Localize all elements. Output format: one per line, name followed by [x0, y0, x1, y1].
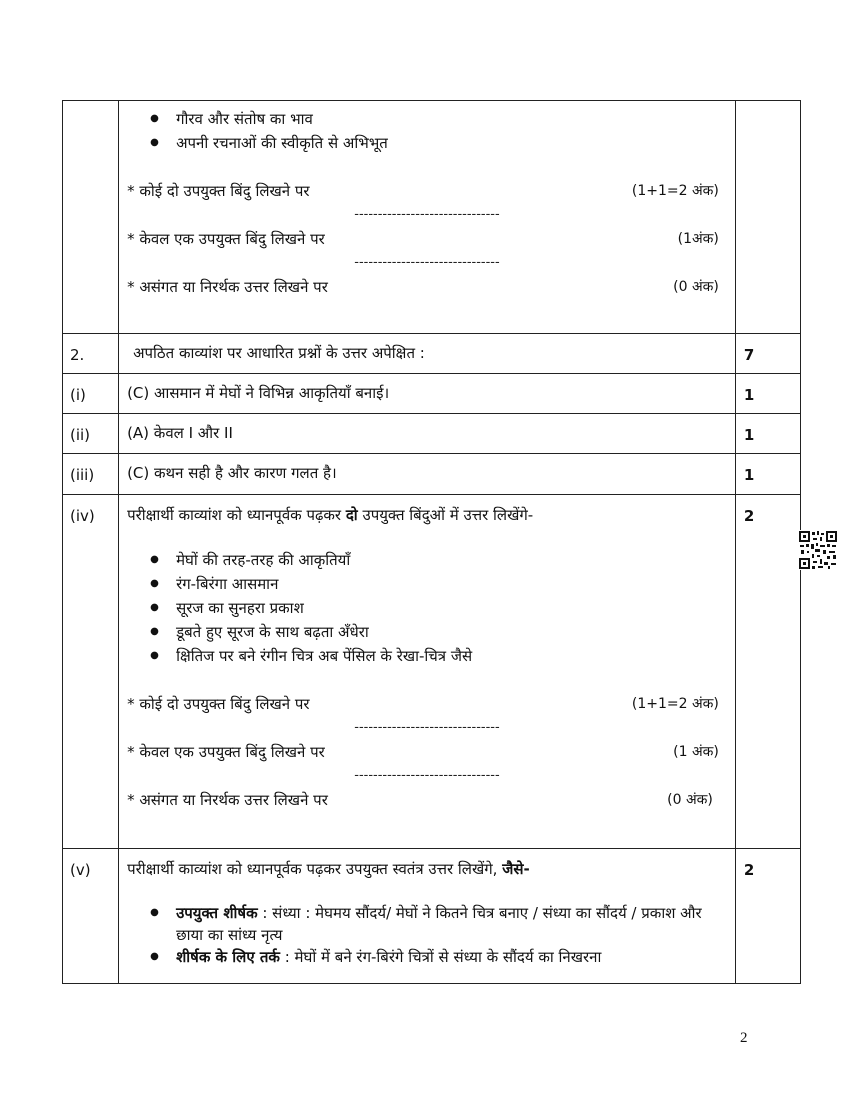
score: (0 अंक)	[673, 279, 719, 295]
question-number: (v)	[63, 849, 119, 984]
question-text: अपठित काव्यांश पर आधारित प्रश्नों के उत्तर अपेक्षित :	[133, 344, 425, 362]
score: (1अंक)	[677, 231, 719, 247]
marks: 1	[735, 414, 800, 454]
score: (0 अंक)	[667, 792, 713, 808]
content-cell	[119, 101, 736, 334]
marks: 2	[735, 849, 800, 984]
question-number: (iv)	[63, 495, 119, 849]
list-item: ● मेघों की तरह-तरह की आकृतियाँ	[176, 548, 727, 572]
marks: 2	[735, 495, 800, 849]
question-text-cell	[119, 374, 736, 414]
bullet-list	[127, 902, 727, 968]
marks-cell	[735, 101, 800, 334]
separator: -------------------------------	[354, 720, 500, 735]
page-number: 2	[740, 1030, 748, 1046]
question-row-i	[63, 374, 801, 414]
separator: -------------------------------	[354, 207, 500, 222]
score: (1 अंक)	[673, 744, 719, 760]
bullet-list	[127, 548, 727, 668]
list-item: ● सूरज का सुनहरा प्रकाश	[176, 596, 727, 620]
list-item: ● अपनी रचनाओं की स्वीकृति से अभिभूत	[176, 131, 727, 155]
bullet-list	[127, 107, 727, 155]
question-row-iii	[63, 454, 801, 495]
score: (1+1=2 अंक)	[631, 183, 719, 199]
question-row-ii	[63, 414, 801, 454]
list-item: ● उपयुक्त शीर्षक : संध्या : मेघमय सौंदर्य/ मेघों ने कितने चित्र बनाए / संध्या का सौंदर्य / प्रकाश और छाया का सांध्य नृत्य	[176, 902, 727, 946]
question-row-2	[63, 334, 801, 374]
question-text-cell	[119, 414, 736, 454]
num-cell	[63, 101, 119, 334]
question-row-v	[63, 849, 801, 984]
question-text-cell	[119, 454, 736, 495]
question-number: (iii)	[63, 454, 119, 495]
criteria-line: * केवल एक उपयुक्त बिंदु लिखने पर (1 अंक)	[127, 740, 727, 764]
answer-intro: परीक्षार्थी काव्यांश को ध्यानपूर्वक पढ़कर दो उपयुक्त बिंदुओं में उत्तर लिखेंगे-	[127, 506, 534, 524]
question-number: (i)	[63, 374, 119, 414]
question-number: (ii)	[63, 414, 119, 454]
criteria-line: * असंगत या निरर्थक उत्तर लिखने पर (0 अंक)	[127, 788, 727, 812]
criteria-line: * केवल एक उपयुक्त बिंदु लिखने पर (1अंक)	[127, 227, 727, 251]
separator: -------------------------------	[354, 255, 500, 270]
list-item: ● रंग-बिरंगा आसमान	[176, 572, 727, 596]
list-item: ● गौरव और संतोष का भाव	[176, 107, 727, 131]
answer-text: (C) आसमान में मेघों ने विभिन्न आकृतियाँ बनाई।	[127, 384, 390, 402]
answer-key-table	[62, 100, 801, 984]
criteria-line: * असंगत या निरर्थक उत्तर लिखने पर (0 अंक)	[127, 275, 727, 299]
marks: 1	[735, 454, 800, 495]
question-text-cell	[119, 849, 736, 984]
list-item: ● शीर्षक के लिए तर्क : मेघों में बने रंग-बिरंगे चित्रों से संध्या के सौंदर्य का निखरना	[176, 946, 727, 968]
question-text-cell	[119, 334, 736, 374]
answer-text: (C) कथन सही है और कारण गलत है।	[127, 464, 337, 482]
question-number: 2.	[63, 334, 119, 374]
marks: 7	[735, 334, 800, 374]
marks: 1	[735, 374, 800, 414]
question-row-iv	[63, 495, 801, 849]
list-item: ● डूबते हुए सूरज के साथ बढ़ता अँधेरा	[176, 620, 727, 644]
score: (1+1=2 अंक)	[631, 696, 719, 712]
answer-text: (A) केवल I और II	[127, 424, 233, 442]
question-text-cell	[119, 495, 736, 849]
continuation-row	[63, 101, 801, 334]
criteria-line: * कोई दो उपयुक्त बिंदु लिखने पर (1+1=2 अंक)	[127, 692, 727, 716]
qr-code-icon	[798, 530, 838, 570]
answer-intro: परीक्षार्थी काव्यांश को ध्यानपूर्वक पढ़कर उपयुक्त स्वतंत्र उत्तर लिखेंगे, जैसे-	[127, 860, 530, 878]
list-item: ● क्षितिज पर बने रंगीन चित्र अब पेंसिल के रेखा-चित्र जैसे	[176, 644, 727, 668]
criteria-line: * कोई दो उपयुक्त बिंदु लिखने पर (1+1=2 अंक)	[127, 179, 727, 203]
separator: -------------------------------	[354, 768, 500, 783]
